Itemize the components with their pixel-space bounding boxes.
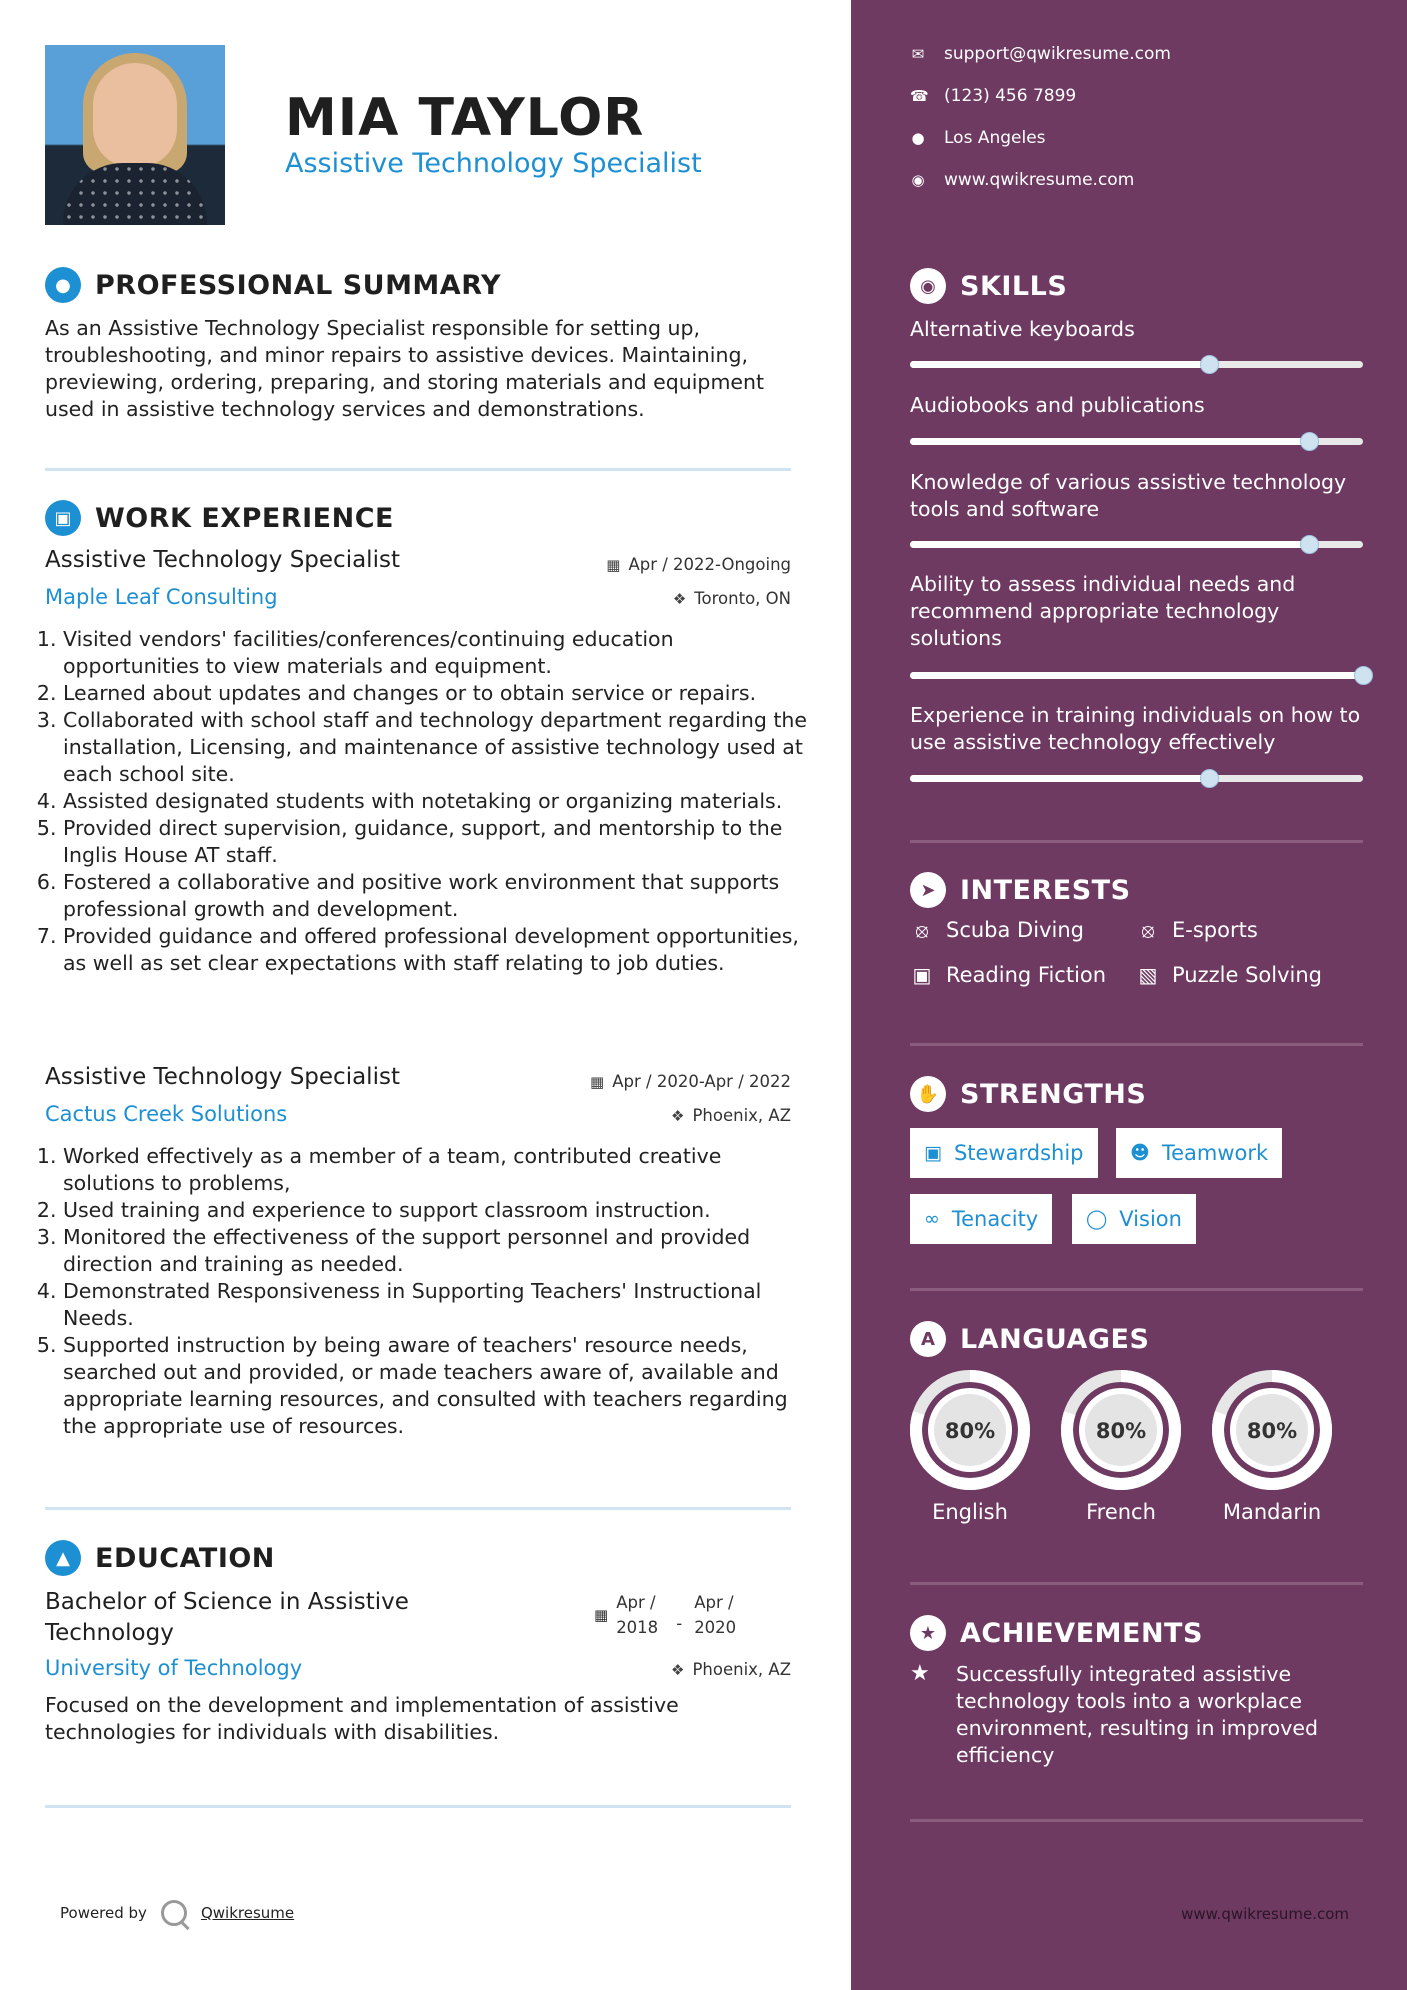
achievements-title: ACHIEVEMENTS (960, 1617, 1203, 1649)
language-percent: 80% (1246, 1419, 1298, 1443)
language-name: Mandarin (1222, 1500, 1322, 1524)
school-name: University of Technology (45, 1656, 303, 1680)
lifebuoy-icon: ⦻ (915, 918, 929, 942)
job-date: ▦ Apr / 2022-Ongoing (606, 555, 791, 574)
skill-name: Audiobooks and publications (910, 393, 1205, 417)
job-location: ❖ Toronto, ON (672, 589, 791, 608)
achievement-item: ★ Successfully integrated assistive technology tools into a workplace environment, resulting in improved efficiency (910, 1661, 1318, 1767)
star-badge-icon: ★ (910, 1615, 946, 1651)
interests-heading (910, 872, 1131, 908)
section-divider (45, 468, 791, 471)
experience-heading (45, 500, 394, 536)
language-percent: 80% (944, 1419, 996, 1443)
list-item: 7. Provided guidance and offered professional development opportunities, as well as set clear expectations with staff relating to job duties. (63, 923, 815, 977)
pin-icon: ❖ (672, 589, 687, 608)
skill-bar-knob (1200, 355, 1219, 374)
education-location: ❖ Phoenix, AZ (671, 1660, 791, 1679)
lifebuoy-icon: ⦻ (1141, 918, 1155, 942)
skill-name: Ability to assess individual needs and recommend appropriate technology solutions (910, 572, 1296, 650)
list-item: 5. Supported instruction by being aware of teachers' resource needs, searched out and provided, or made teachers aware of, available and appropriate learning resources, and consulted with teachers regarding the appropriate use of resources. (63, 1332, 815, 1440)
map-marker-icon: ● (911, 129, 925, 147)
envelope-icon: ✉ (911, 45, 925, 63)
list-item: 4. Demonstrated Responsiveness in Supporting Teachers' Instructional Needs. (63, 1278, 815, 1332)
skill-bar-knob (1200, 769, 1219, 788)
section-divider (45, 1507, 791, 1510)
interests-title: INTERESTS (960, 874, 1131, 906)
skill-bar (910, 438, 1363, 445)
candidate-title: Assistive Technology Specialist (285, 148, 702, 179)
calendar-icon: ▦ (606, 555, 621, 574)
skill-bar (910, 541, 1363, 548)
skill-bar (910, 775, 1363, 782)
language-ring (1210, 1368, 1334, 1492)
skill-bar (910, 361, 1363, 368)
interest-item: ▣ Reading Fiction (910, 963, 1106, 987)
qwikresume-logo-icon (161, 1900, 187, 1926)
section-divider (910, 1819, 1363, 1822)
candidate-name: MIA TAYLOR (285, 88, 645, 148)
paper-plane-icon: ➤ (910, 872, 946, 908)
user-circle-icon: ● (45, 267, 81, 303)
list-item: 1. Visited vendors' facilities/conferences/continuing education opportunities to view materials and equipment. (63, 626, 815, 680)
job-date: ▦ Apr / 2020-Apr / 2022 (590, 1072, 791, 1091)
degree-name: Bachelor of Science in Assistive Technology (45, 1589, 409, 1646)
strength-badge: ☻ Teamwork (1116, 1128, 1282, 1178)
users-icon: ☻ (1130, 1142, 1150, 1164)
footer-website[interactable]: www.qwikresume.com (1181, 1905, 1349, 1923)
language-percent: 80% (1095, 1419, 1147, 1443)
language-name: English (932, 1500, 1008, 1524)
summary-text: As an Assistive Technology Specialist responsible for setting up, troubleshooting, and minor repairs to assistive devices. Maintaining, previewing, ordering, preparing, and storing materials and equipment used in assistive technology services and demonstrations. (45, 316, 765, 421)
list-item: 3. Monitored the effectiveness of the support personnel and provided direction and training as needed. (63, 1224, 815, 1278)
strength-badge: ▣ Stewardship (910, 1128, 1098, 1178)
summary-title: PROFESSIONAL SUMMARY (95, 269, 502, 301)
skill-bar-fill (910, 361, 1209, 368)
experience-title: WORK EXPERIENCE (95, 502, 394, 534)
interest-item: ▧ Puzzle Solving (1136, 963, 1322, 987)
language-item (1210, 1368, 1334, 1524)
skill-name: Knowledge of various assistive technology tools and software (910, 470, 1347, 521)
education-heading (45, 1540, 275, 1576)
language-name: French (1086, 1500, 1156, 1524)
education-title: EDUCATION (95, 1542, 275, 1574)
gamepad-icon: ▣ (912, 963, 932, 987)
contact-phone[interactable]: ☎ (123) 456 7899 (910, 86, 1077, 106)
skill-name: Alternative keyboards (910, 317, 1135, 341)
job-duties (45, 1143, 815, 1440)
education-description: Focused on the development and implementation of assistive technologies for individuals with disabilities. (45, 1693, 679, 1744)
skill-bar-fill (910, 672, 1363, 679)
calendar-icon: ▦ (590, 1072, 605, 1091)
list-item: 4. Assisted designated students with notetaking or organizing materials. (63, 788, 815, 815)
list-item: 2. Used training and experience to support classroom instruction. (63, 1197, 815, 1224)
qwikresume-link[interactable]: Qwikresume (200, 1904, 295, 1922)
link-icon: ∞ (924, 1208, 940, 1230)
section-divider (910, 1043, 1363, 1046)
achievements-heading (910, 1615, 1203, 1651)
list-item: 6. Fostered a collaborative and positive work environment that supports professional growth and development. (63, 869, 815, 923)
list-item: 1. Worked effectively as a member of a team, contributed creative solutions to problems, (63, 1143, 815, 1197)
strengths-title: STRENGTHS (960, 1078, 1147, 1110)
education-date: ▦ Apr / 2018 - Apr / 2020 (594, 1593, 737, 1637)
calendar-icon: ▦ (594, 1605, 609, 1624)
book-icon: ▧ (1138, 963, 1158, 987)
translate-icon: A (910, 1321, 946, 1357)
skill-bar-knob (1300, 432, 1319, 451)
list-item: 5. Provided direct supervision, guidance, support, and mentorship to the Inglis House AT staff. (63, 815, 815, 869)
skill-bar-fill (910, 438, 1309, 445)
interest-item: ⦻ Scuba Diving (910, 918, 1084, 942)
job-company: Maple Leaf Consulting (45, 585, 278, 609)
skill-bar (910, 672, 1363, 679)
skills-heading (910, 268, 1067, 304)
binoculars-icon: ◯ (1086, 1208, 1108, 1230)
footer-powered: Powered by Qwikresume (60, 1900, 294, 1926)
job-company: Cactus Creek Solutions (45, 1102, 288, 1126)
contact-email[interactable]: ✉ support@qwikresume.com (911, 44, 1171, 64)
language-ring (908, 1368, 1032, 1492)
job-location: ❖ Phoenix, AZ (671, 1106, 791, 1125)
pin-icon: ❖ (671, 1660, 685, 1679)
list-item: 2. Learned about updates and changes or to obtain service or repairs. (63, 680, 815, 707)
office-chair-icon: ▣ (45, 500, 81, 536)
job-role: Assistive Technology Specialist (45, 1064, 400, 1090)
briefcase-icon: ▣ (924, 1142, 942, 1164)
section-divider (45, 1805, 791, 1808)
contact-website[interactable]: ◉ www.qwikresume.com (911, 170, 1135, 190)
strength-badge: ∞ Tenacity (910, 1194, 1052, 1244)
languages-heading (910, 1321, 1149, 1357)
profile-photo (45, 45, 225, 225)
languages-title: LANGUAGES (960, 1323, 1150, 1355)
skill-bar-knob (1300, 535, 1319, 554)
skill-name: Experience in training individuals on how to use assistive technology effectively (910, 703, 1361, 754)
pin-icon: ❖ (671, 1106, 685, 1125)
job-role: Assistive Technology Specialist (45, 547, 400, 573)
lightbulb-icon: ◉ (910, 268, 946, 304)
section-divider (910, 840, 1363, 843)
summary-heading (45, 267, 501, 303)
language-ring (1059, 1368, 1183, 1492)
interest-item: ⦻ E-sports (1136, 918, 1258, 942)
strengths-heading (910, 1076, 1146, 1112)
globe-icon: ◉ (911, 171, 925, 189)
language-item (1059, 1368, 1183, 1524)
strength-badge: ◯ Vision (1072, 1194, 1196, 1244)
section-divider (910, 1582, 1363, 1585)
skill-bar-fill (910, 541, 1309, 548)
graduate-icon: ▲ (45, 1540, 81, 1576)
skill-bar-fill (910, 775, 1209, 782)
job-duties (45, 626, 815, 977)
fist-icon: ✋ (910, 1076, 946, 1112)
section-divider (910, 1288, 1363, 1291)
list-item: 3. Collaborated with school staff and technology department regarding the installation, Licensing, and maintenance of assistive technology used at each school site. (63, 707, 815, 788)
shooting-star-icon: ★ (910, 1661, 930, 1686)
language-item (908, 1368, 1032, 1524)
phone-icon: ☎ (910, 87, 929, 105)
skills-title: SKILLS (960, 270, 1068, 302)
skill-bar-knob (1354, 666, 1373, 685)
contact-location: ● Los Angeles (911, 128, 1046, 148)
